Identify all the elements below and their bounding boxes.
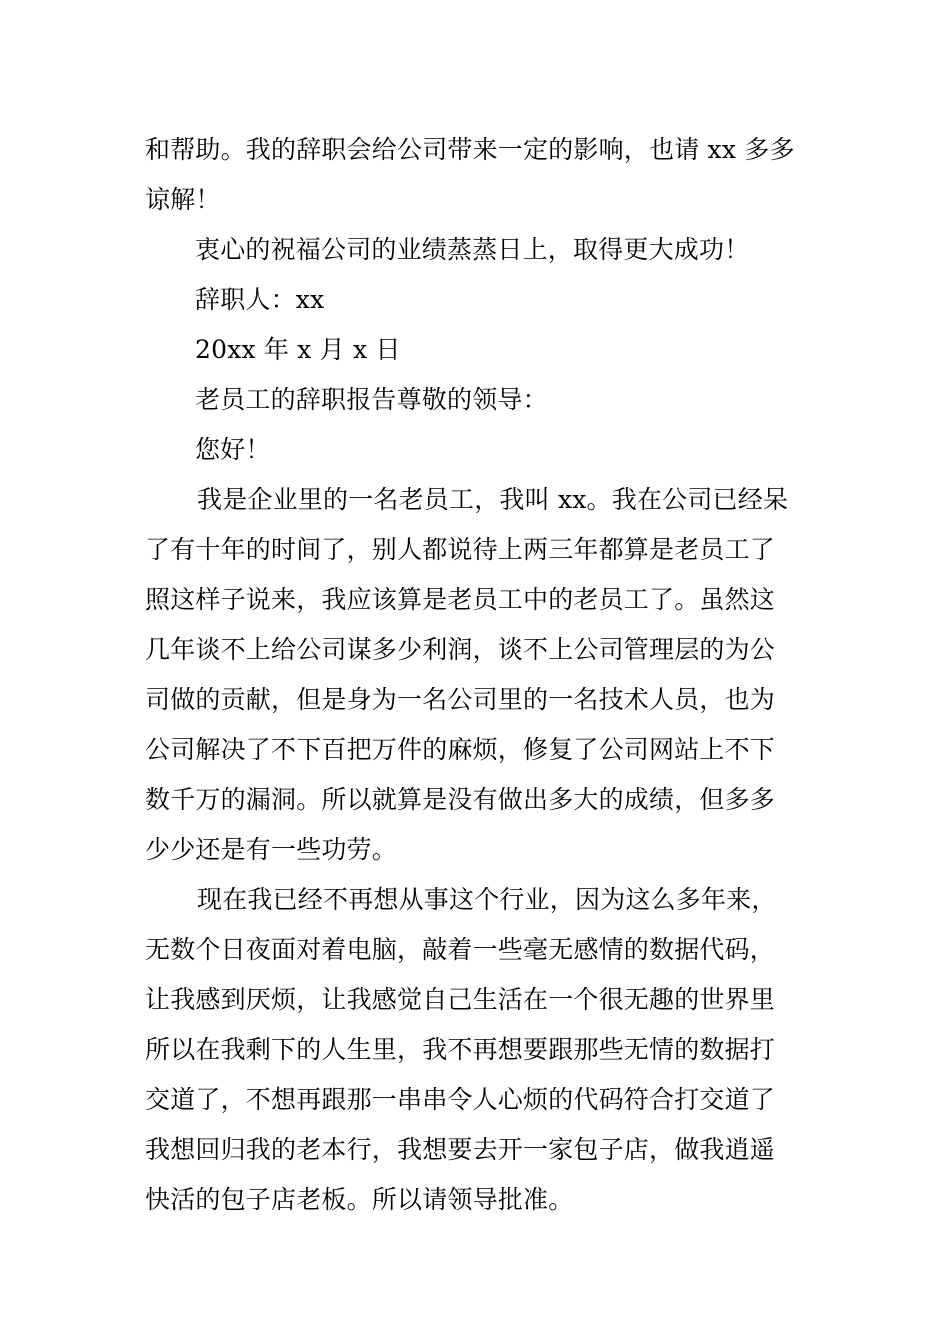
text-line: 让我感到厌烦，让我感觉自己生活在一个很无趣的世界里 — [145, 985, 776, 1014]
text-line: 和帮助。我的辞职会给公司带来一定的影响，也请 xx 多多 — [145, 135, 795, 164]
text-line: 无数个日夜面对着电脑，敲着一些毫无感情的数据代码， — [145, 935, 776, 964]
date-line: 20xx 年 x 月 x 日 — [195, 335, 401, 364]
text-line: 照这样子说来，我应该算是老员工中的老员工了。虽然这 — [145, 585, 776, 614]
text-line: 交道了，不想再跟那一串串令人心烦的代码符合打交道了 — [145, 1085, 776, 1114]
text-line: 公司解决了不下百把万件的麻烦，修复了公司网站上不下 — [145, 735, 776, 764]
text-line: 快活的包子店老板。所以请领导批准。 — [145, 1185, 574, 1214]
text-line: 少少还是有一些功劳。 — [145, 835, 398, 864]
text-line: 司做的贡献，但是身为一名公司里的一名技术人员，也为 — [145, 685, 776, 714]
text-line: 了有十年的时间了，别人都说待上两三年都算是老员工了 — [145, 535, 776, 564]
text-line: 谅解！ — [145, 185, 221, 214]
heading-line: 老员工的辞职报告尊敬的领导： — [195, 385, 548, 414]
text-line: 我想回归我的老本行，我想要去开一家包子店，做我逍遥 — [145, 1135, 776, 1164]
text-line: 现在我已经不再想从事这个行业，因为这么多年来， — [197, 885, 777, 914]
text-line: 几年谈不上给公司谋多少利润，谈不上公司管理层的为公 — [145, 635, 776, 664]
text-line: 我是企业里的一名老员工，我叫 xx。我在公司已经呆 — [197, 485, 789, 514]
signature-line: 辞职人：xx — [195, 285, 325, 314]
text-line: 数千万的漏洞。所以就算是没有做出多大的成绩，但多多 — [145, 785, 776, 814]
greeting-line: 您好！ — [195, 435, 271, 464]
text-line: 衷心的祝福公司的业绩蒸蒸日上，取得更大成功！ — [195, 235, 750, 264]
text-line: 所以在我剩下的人生里，我不再想要跟那些无情的数据打 — [145, 1035, 776, 1064]
